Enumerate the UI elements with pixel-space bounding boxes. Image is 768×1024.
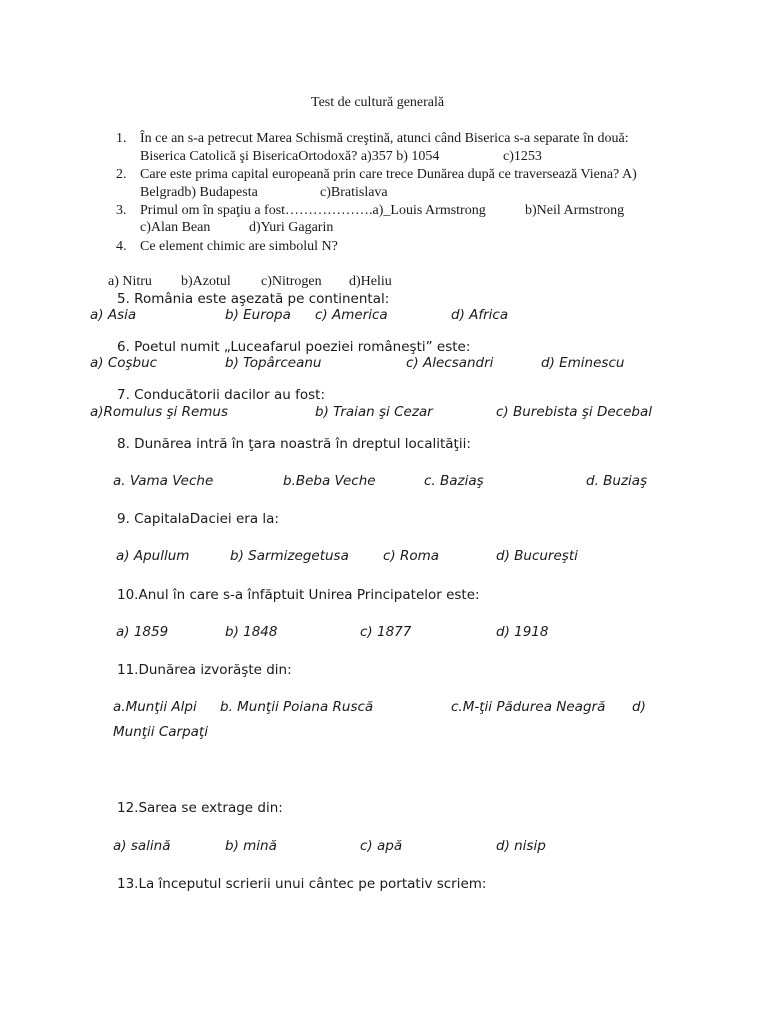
question-8-option-b: b.Beba Veche [283, 473, 376, 489]
question-1-line2a: Biserica Catolică şi BisericaOrtodoxă? a)357 b) 1054 [140, 149, 440, 164]
question-6-option-a: a) Coşbuc [90, 355, 158, 371]
question-8-text: 8. Dunărea intră în ţara noastră în dreptul localităţii: [117, 436, 471, 452]
question-12-text: 12.Sarea se extrage din: [117, 800, 283, 816]
question-11-option-c: c.M-ţii Pădurea Neagră [451, 699, 606, 715]
question-12-option-d: d) nisip [496, 838, 546, 854]
question-10-option-d: d) 1918 [496, 624, 549, 640]
question-12-option-c: c) apă [360, 838, 403, 854]
question-1-number: 1. [116, 131, 127, 146]
question-8-option-a: a. Vama Veche [113, 473, 214, 489]
question-9-option-d: d) Bucureşti [496, 548, 578, 564]
question-11-option-a: a.Munţii Alpi [113, 699, 197, 715]
question-6-option-b: b) Topârceanu [225, 355, 322, 371]
question-5-option-a: a) Asia [90, 307, 137, 323]
question-6-option-c: c) Alecsandri [406, 355, 494, 371]
question-7-option-c: c) Burebista şi Decebal [496, 404, 652, 420]
question-11-option-d-label: d) [632, 699, 646, 715]
question-2-line1: Care este prima capital europeană prin care trece Dunărea după ce traversează Viena? A) [140, 167, 637, 182]
question-3-number: 3. [116, 203, 127, 218]
question-7-text: 7. Conducătorii dacilor au fost: [117, 387, 326, 403]
question-5-option-b: b) Europa [225, 307, 291, 323]
question-9-option-c: c) Roma [383, 548, 440, 564]
question-5-option-d: d) Africa [451, 307, 509, 323]
question-11-option-b: b. Munţii Poiana Ruscă [220, 699, 374, 715]
question-9-option-a: a) Apullum [116, 548, 190, 564]
question-9-option-b: b) Sarmizegetusa [230, 548, 349, 564]
question-2-line2b: c)Bratislava [320, 185, 388, 200]
question-8-option-c: c. Baziaş [424, 473, 484, 489]
question-10-text: 10.Anul în care s-a înfăptuit Unirea Principatelor este: [117, 587, 480, 603]
question-4-text: Ce element chimic are simbolul N? [140, 239, 338, 254]
question-10-option-c: c) 1877 [360, 624, 412, 640]
question-4-option-d: d)Heliu [349, 274, 392, 289]
question-11-option-d-text: Munţii Carpaţi [113, 724, 208, 740]
question-9-text: 9. CapitalaDaciei era la: [117, 511, 279, 527]
question-2-number: 2. [116, 167, 127, 182]
question-5-option-c: c) America [315, 307, 388, 323]
question-2-line2a: Belgradb) Budapesta [140, 185, 258, 200]
question-10-option-b: b) 1848 [225, 624, 278, 640]
question-11-text: 11.Dunărea izvorăşte din: [117, 662, 292, 678]
question-3-line2b: d)Yuri Gagarin [249, 220, 334, 235]
question-3-line1a: Primul om în spaţiu a fost……………….a)_Louis Armstrong [140, 203, 486, 218]
question-5-text: 5. România este aşezată pe continental: [117, 291, 390, 307]
question-3-line1b: b)Neil Armstrong [525, 203, 625, 218]
question-13-text: 13.La începutul scrierii unui cântec pe portativ scriem: [117, 876, 487, 892]
question-12-option-a: a) salină [113, 838, 171, 854]
question-1-line2b: c)1253 [503, 149, 542, 164]
page-title: Test de cultură generală [311, 95, 445, 110]
question-3-line2a: c)Alan Bean [140, 220, 211, 235]
question-8-option-d: d. Buziaş [586, 473, 648, 489]
question-7-option-b: b) Traian şi Cezar [315, 404, 433, 420]
question-4-option-c: c)Nitrogen [261, 274, 322, 289]
question-10-option-a: a) 1859 [116, 624, 169, 640]
question-4-number: 4. [116, 239, 127, 254]
question-4-option-a: a) Nitru [108, 274, 152, 289]
question-6-option-d: d) Eminescu [541, 355, 625, 371]
question-1-line1: În ce an s-a petrecut Marea Schismă creştină, atunci când Biserica s-a separate în două: [140, 131, 629, 146]
question-7-option-a: a)Romulus şi Remus [90, 404, 229, 420]
question-12-option-b: b) mină [225, 838, 277, 854]
question-4-option-b: b)Azotul [181, 274, 231, 289]
question-6-text: 6. Poetul numit „Luceafarul poeziei româneşti” este: [117, 339, 471, 355]
